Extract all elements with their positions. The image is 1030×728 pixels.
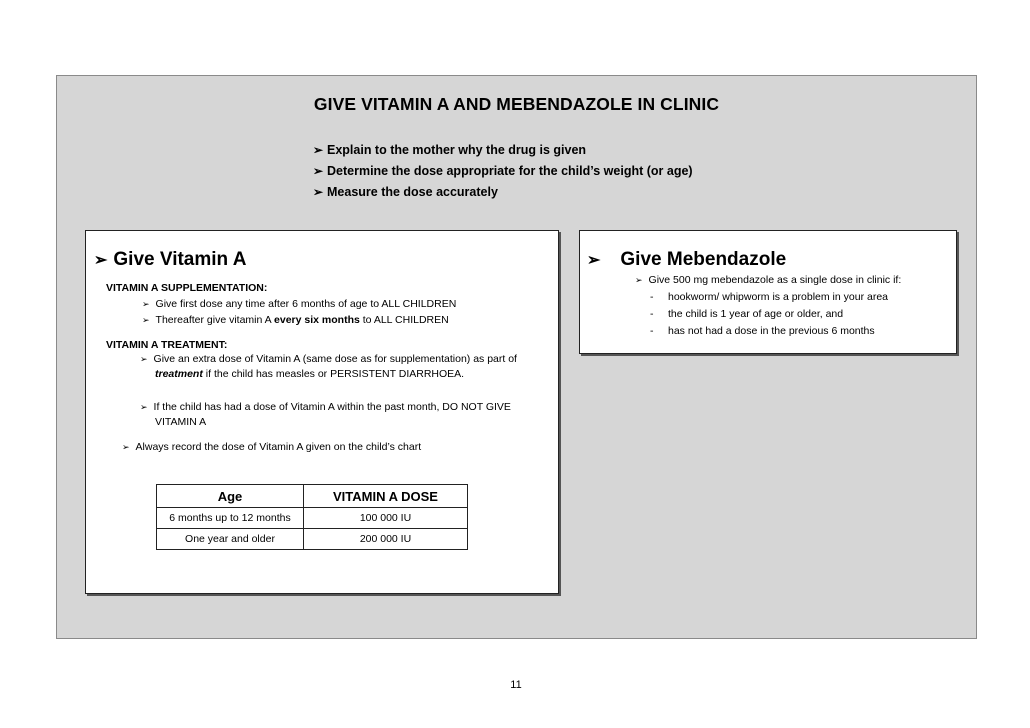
arrow-bullet-icon: ➢	[140, 402, 148, 412]
past-month-text: If the child has had a dose of Vitamin A within the past month, DO NOT GIVE	[153, 401, 511, 413]
instruction-text: Explain to the mother why the drug is given	[327, 142, 587, 157]
emphasis-text: every six months	[274, 314, 360, 326]
condition-text: has not had a dose in the previous 6 months	[668, 325, 875, 337]
supplementation-item	[142, 313, 449, 328]
mebendazole-condition: - the child is 1 year of age or older, and	[650, 308, 844, 320]
column-header-dose: VITAMIN A DOSE	[304, 485, 468, 508]
instruction-item	[313, 160, 693, 181]
arrow-bullet-icon: ➢	[142, 299, 150, 309]
table-row	[157, 529, 468, 550]
table-row	[157, 508, 468, 529]
arrow-bullet-icon: ➢	[142, 315, 150, 325]
past-month-item	[140, 400, 511, 430]
column-header-age: Age	[157, 485, 304, 508]
condition-text: the child is 1 year of age or older, and	[668, 308, 844, 320]
supplementation-text: to ALL CHILDREN	[359, 314, 449, 326]
treatment-text: Give an extra dose of Vitamin A (same dose as for supplementation) as part of	[153, 353, 517, 365]
arrow-bullet-icon: ➢	[313, 142, 324, 157]
main-panel	[56, 75, 977, 639]
treatment-text: if the child has measles or PERSISTENT DIARRHOEA.	[202, 368, 465, 380]
arrow-bullet-icon: ➢	[122, 442, 130, 452]
dose-cell: 100 000 IU	[304, 508, 468, 529]
mebendazole-heading	[587, 249, 947, 271]
arrow-bullet-icon: ➢	[635, 275, 643, 285]
vitamin-a-heading	[94, 249, 246, 271]
mebendazole-condition: - hookworm/ whipworm is a problem in your area	[650, 291, 889, 303]
past-month-text: VITAMIN A	[155, 416, 207, 428]
treatment-item	[140, 352, 517, 382]
mebendazole-intro-text: Give 500 mg mebendazole as a single dose in clinic if:	[648, 274, 902, 286]
supplementation-heading: VITAMIN A SUPPLEMENTATION:	[106, 282, 268, 294]
mebendazole-intro	[635, 273, 901, 288]
instruction-text: Determine the dose appropriate for the child’s weight (or age)	[327, 163, 693, 178]
age-cell: One year and older	[157, 529, 304, 550]
condition-text: hookworm/ whipworm is a problem in your area	[668, 291, 889, 303]
instruction-list	[313, 139, 693, 202]
mebendazole-condition: - has not had a dose in the previous 6 months	[650, 325, 875, 337]
arrow-bullet-icon: ➢	[140, 354, 148, 364]
treatment-emphasis: treatment	[155, 368, 203, 380]
supplementation-text: Thereafter give vitamin A	[155, 314, 275, 326]
arrow-bullet-icon: ➢	[313, 163, 324, 178]
page-number: 11	[510, 679, 522, 691]
vitamin-a-dose-table	[156, 484, 468, 550]
mebendazole-heading-text: Give Mebendazole	[620, 249, 787, 270]
vitamin-a-heading-text: Give Vitamin A	[113, 249, 247, 270]
instruction-item	[313, 139, 693, 160]
page-title: GIVE VITAMIN A AND MEBENDAZOLE IN CLINIC	[313, 94, 720, 114]
treatment-heading: VITAMIN A TREATMENT:	[106, 339, 228, 351]
table-header-row	[157, 485, 468, 508]
age-cell: 6 months up to 12 months	[157, 508, 304, 529]
vitamin-a-box	[85, 230, 559, 594]
dose-cell: 200 000 IU	[304, 529, 468, 550]
arrow-bullet-icon: ➢	[94, 252, 108, 269]
mebendazole-box	[579, 230, 957, 354]
supplementation-item	[142, 297, 456, 312]
record-text: Always record the dose of Vitamin A given on the child’s chart	[135, 441, 422, 453]
instruction-item	[313, 181, 693, 202]
arrow-bullet-icon: ➢	[587, 252, 601, 269]
supplementation-text: Give first dose any time after 6 months of age to ALL CHILDREN	[155, 298, 457, 310]
instruction-text: Measure the dose accurately	[327, 184, 498, 199]
arrow-bullet-icon: ➢	[313, 184, 324, 199]
record-item	[122, 440, 421, 455]
